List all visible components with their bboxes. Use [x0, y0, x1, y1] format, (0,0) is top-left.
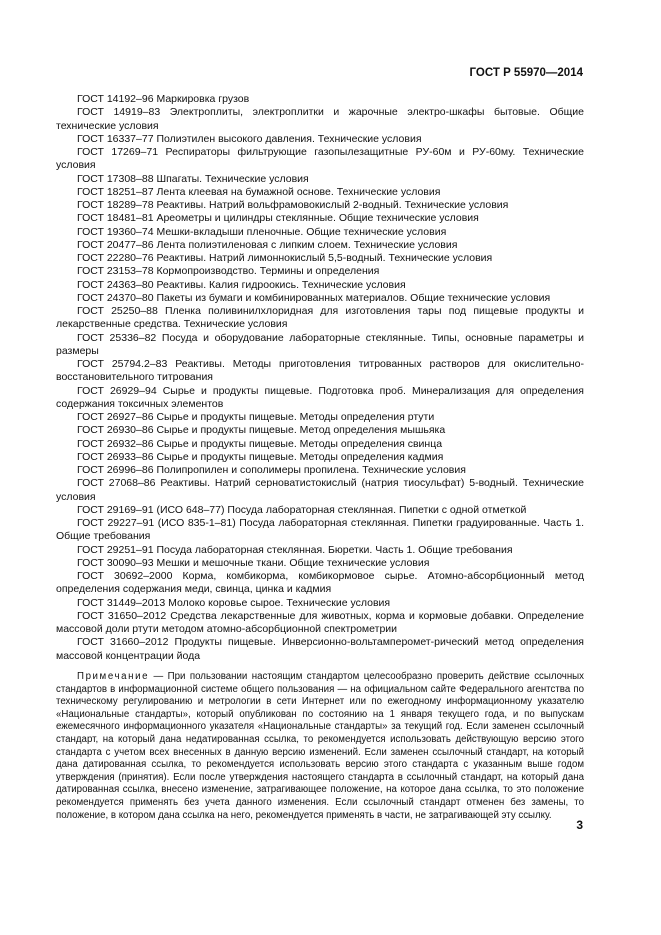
- reference-item: ГОСТ 30090–93 Мешки и мешочные ткани. Общие технические условия: [77, 556, 430, 569]
- reference-item: ГОСТ 31449–2013 Молоко коровье сырое. Технические условия: [77, 596, 391, 609]
- document-header: ГОСТ Р 55970—2014: [469, 67, 583, 79]
- note-label: Примечание: [77, 671, 150, 682]
- reference-item: ГОСТ 25794.2–83 Реактивы. Методы приготовления титрованных растворов для окислительно-восстановительного титрования: [56, 358, 584, 384]
- reference-item: ГОСТ 29169–91 (ИСО 648–77) Посуда лабораторная стеклянная. Пипетки с одной отметкой: [77, 503, 527, 516]
- reference-item: ГОСТ 26932–86 Сырье и продукты пищевые. Методы определения свинца: [77, 437, 443, 450]
- reference-item: ГОСТ 24370–80 Пакеты из бумаги и комбинированных материалов. Общие технические условия: [77, 291, 551, 304]
- reference-item: ГОСТ 31660–2012 Продукты пищевые. Инверсионно-вольтамперомет-рический метод определения массовой концентрации йода: [56, 636, 584, 662]
- reference-list: [56, 93, 584, 663]
- reference-item: ГОСТ 19360–74 Мешки-вкладыши пленочные. Общие технические условия: [77, 225, 447, 238]
- reference-item: ГОСТ 20477–86 Лента полиэтиленовая с липким слоем. Технические условия: [77, 238, 458, 251]
- reference-item: ГОСТ 18481–81 Ареометры и цилиндры стеклянные. Общие технические условия: [77, 212, 479, 225]
- reference-item: ГОСТ 26996–86 Полипропилен и сополимеры пропилена. Технические условия: [77, 464, 466, 476]
- reference-item: ГОСТ 26927–86 Сырье и продукты пищевые. Методы определения ртути: [77, 411, 435, 423]
- reference-item: ГОСТ 14192–96 Маркировка грузов: [77, 93, 250, 105]
- reference-item: ГОСТ 16337–77 Полиэтилен высокого давления. Технические условия: [77, 132, 422, 145]
- reference-item: ГОСТ 26929–94 Сырье и продукты пищевые. Подготовка проб. Минерализация для определения содержания токсичных элементов: [56, 384, 584, 410]
- reference-item: ГОСТ 22280–76 Реактивы. Натрий лимоннокислый 5,5-водный. Технические условия: [77, 252, 493, 264]
- reference-item: ГОСТ 30692–2000 Корма, комбикорма, комбикормовое сырье. Атомно-абсорбционный метод определения содержания меди, свинца, цинка и кадмия: [56, 570, 584, 596]
- reference-item: ГОСТ 29227–91 (ИСО 835-1–81) Посуда лабораторная стеклянная. Пипетки градуированные. Часть 1. Общие требования: [56, 517, 584, 543]
- reference-item: ГОСТ 26930–86 Сырье и продукты пищевые. Метод определения мышьяка: [77, 424, 446, 437]
- reference-item: ГОСТ 14919–83 Электроплиты, электроплитки и жарочные электро-шкафы бытовые. Общие технические условия: [56, 106, 584, 132]
- reference-item: ГОСТ 29251–91 Посуда лабораторная стеклянная. Бюретки. Часть 1. Общие требования: [77, 543, 513, 556]
- reference-item: ГОСТ 27068–86 Реактивы. Натрий серноватистокислый (натрия тиосульфат) 5-водный. Технические условия: [56, 477, 584, 503]
- note-paragraph: [56, 671, 584, 822]
- reference-item: ГОСТ 31650–2012 Средства лекарственные для животных, корма и кормовые добавки. Определение массовой доли ртути методом атомно-абсорбционной спектрометрии: [56, 609, 584, 635]
- reference-item: ГОСТ 25250–88 Пленка поливинилхлоридная для изготовления тары под пищевые продукты и лекарственные средства. Технические условия: [56, 305, 584, 331]
- page-number: 3: [576, 818, 583, 832]
- reference-item: ГОСТ 18251–87 Лента клеевая на бумажной основе. Технические условия: [77, 185, 441, 198]
- reference-item: ГОСТ 23153–78 Кормопроизводство. Термины и определения: [77, 265, 380, 278]
- reference-item: ГОСТ 18289–78 Реактивы. Натрий вольфрамовокислый 2-водный. Технические условия: [77, 199, 509, 211]
- reference-item: ГОСТ 26933–86 Сырье и продукты пищевые. Методы определения кадмия: [77, 450, 444, 463]
- note-text: — При пользовании настоящим стандартом целесообразно проверить действие ссылочных стандартов в информационной системе общего пользования — на официальном сайте Федерального агентства по техническому регулированию и метрологии в сети Интернет или по ежегодному информационному указателю «Национальные стандарты», который опубликован по состоянию на 1 января текущего года, и по выпускам ежемесячного информационного указателя «Национальные стандарты» за текущий год. Если заменен ссылочный стандарт, на который дана недатированная ссылка, то рекомендуется использовать действующую версию этого стандарта с учетом всех внесенных в данную версию изменений. Если заменен ссылочный стандарт, на который дана датированная ссылка, то рекомендуется использовать версию этого стандарта с указанным выше годом утверждения (принятия). Если после утверждения настоящего стандарта в ссылочный стандарт, на который дана датированная ссылка, внесено изменение, затрагивающее положение, на которое дана ссылка, то это положение рекомендуется применять без учета данного изменения. Если ссылочный стандарт отменен без замены, то положение, в котором дана ссылка на него, рекомендуется применять в части, не затрагивающей эту ссылку.: [56, 671, 584, 821]
- reference-item: ГОСТ 17308–88 Шпагаты. Технические условия: [77, 172, 309, 185]
- reference-item: ГОСТ 24363–80 Реактивы. Калия гидроокись. Технические условия: [77, 278, 406, 291]
- reference-item: ГОСТ 17269–71 Респираторы фильтрующие газопылезащитные РУ-60м и РУ-60му. Технические условия: [56, 146, 584, 172]
- reference-item: ГОСТ 25336–82 Посуда и оборудование лабораторные стеклянные. Типы, основные параметры и размеры: [56, 331, 584, 357]
